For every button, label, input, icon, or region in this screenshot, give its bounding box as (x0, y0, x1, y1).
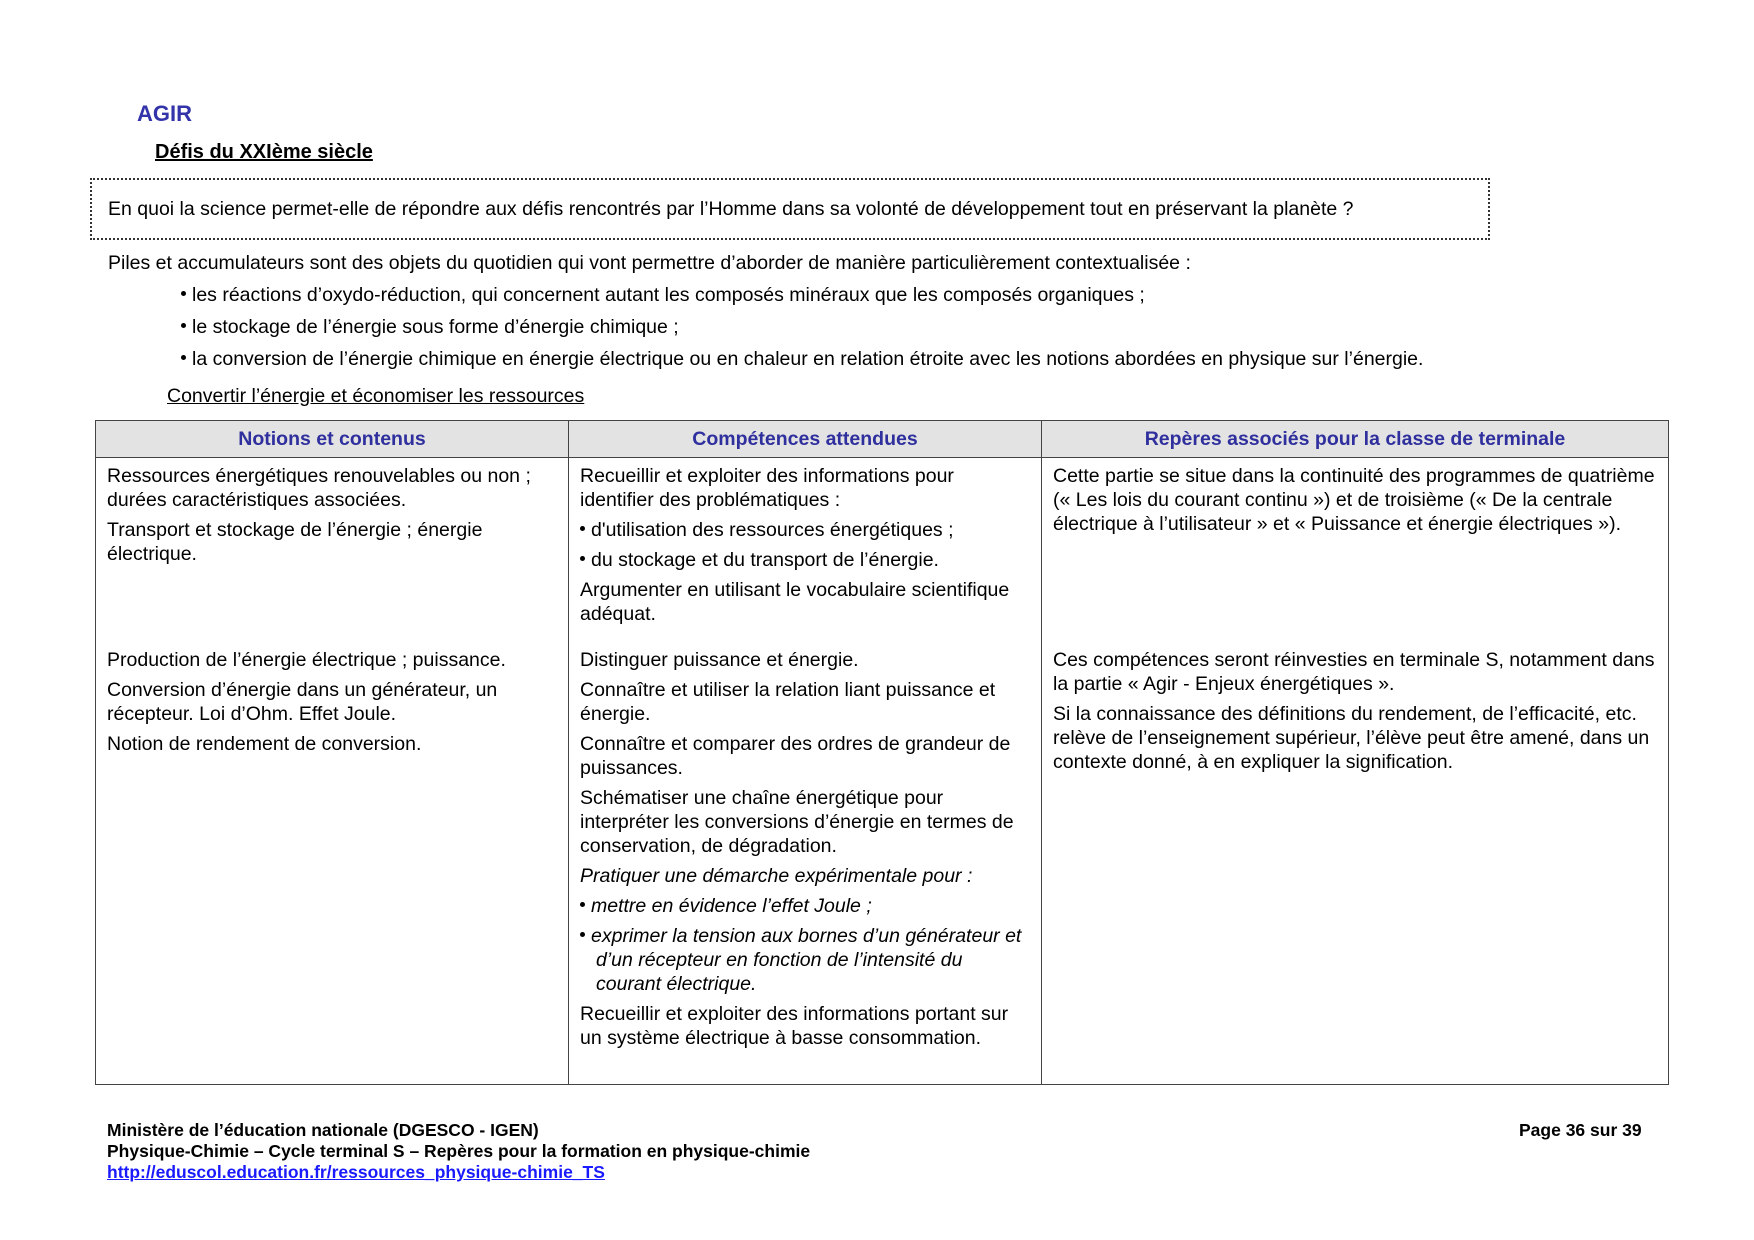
bullet-text: la conversion de l’énergie chimique en énergie électrique ou en chaleur en relation étroite avec les notions abordées en physique sur l’énergie. (192, 348, 1424, 370)
section-title: AGIR (137, 101, 192, 126)
cell-paragraph: Schématiser une chaîne énergétique pour interpréter les conversions d’énergie en termes de conservation, de dégradation. (580, 787, 1014, 857)
bullet-icon (580, 902, 585, 907)
bullet-text: mettre en évidence l’effet Joule ; (591, 895, 872, 917)
program-table (95, 420, 1669, 1085)
question-box (90, 178, 1490, 240)
list-item (181, 346, 1423, 378)
footer-ministry: Ministère de l’éducation nationale (DGESCO - IGEN) (107, 1120, 539, 1140)
bullet-text: les réactions d’oxydo-réduction, qui concernent autant les composés minéraux que les composés organiques ; (192, 284, 1145, 306)
list-item (181, 314, 1423, 346)
cell-paragraph: Connaître et utiliser la relation liant puissance et énergie. (580, 679, 996, 725)
cell-paragraph: Argumenter en utilisant le vocabulaire scientifique adéquat. (580, 579, 1010, 625)
cell-bullet (580, 518, 1031, 542)
bullet-text: le stockage de l’énergie sous forme d’énergie chimique ; (192, 316, 679, 338)
bullet-icon (181, 323, 186, 328)
cell-paragraph: Recueillir et exploiter des informations pour identifier des problématiques : (580, 465, 954, 511)
cell-paragraph: Pratiquer une démarche expérimentale pour : (580, 865, 973, 887)
cell-paragraph: Production de l’énergie électrique ; puissance. (107, 649, 506, 671)
reperes-cell (1042, 458, 1669, 643)
header-competences: Compétences attendues (569, 421, 1042, 458)
subsection-title: Défis du XXIème siècle (155, 141, 373, 163)
bullet-icon (580, 932, 585, 937)
cell-paragraph: Ressources énergétiques renouvelables ou non ; durées caractéristiques associées. (107, 465, 531, 511)
header-reperes: Repères associés pour la classe de terminale (1042, 421, 1669, 458)
notions-cell (96, 458, 569, 643)
cell-bullet (580, 894, 1031, 918)
cell-paragraph: Conversion d’énergie dans un générateur, un récepteur. Loi d’Ohm. Effet Joule. (107, 679, 498, 725)
competences-cell (569, 458, 1042, 643)
bullet-icon (181, 355, 186, 360)
cell-paragraph: Notion de rendement de conversion. (107, 733, 422, 755)
table-row (96, 642, 1669, 1085)
footer (107, 1120, 810, 1183)
cell-bullet (580, 924, 1031, 996)
cell-paragraph: Cette partie se situe dans la continuité des programmes de quatrième (« Les lois du courant continu ») et de troisième (« De la centrale électrique à l’utilisateur » et « Puissance et énergie électriques »). (1053, 465, 1655, 535)
footer-link[interactable]: http://eduscol.education.fr/ressources_physique-chimie_TS (107, 1162, 605, 1182)
question-text: En quoi la science permet-elle de répondre aux défis rencontrés par l’Homme dans sa volonté de développement tout en préservant la planète ? (108, 197, 1354, 220)
competences-cell (569, 642, 1042, 1085)
cell-paragraph: Ces compétences seront réinvesties en terminale S, notamment dans la partie « Agir - Enjeux énergétiques ». (1053, 649, 1655, 695)
bullet-text: d'utilisation des ressources énergétiques ; (591, 519, 954, 541)
cell-paragraph: Si la connaissance des définitions du rendement, de l’efficacité, etc. relève de l’enseignement supérieur, l’élève peut être amené, dans un contexte donné, à en expliquer la signification. (1053, 703, 1650, 773)
table-header-row (96, 421, 1669, 458)
notions-cell (96, 642, 569, 1085)
intro-paragraph: Piles et accumulateurs sont des objets du quotidien qui vont permettre d’aborder de manière particulièrement contextualisée : (108, 252, 1191, 274)
cell-paragraph: Recueillir et exploiter des informations portant sur un système électrique à basse consommation. (580, 1003, 1009, 1049)
header-notions: Notions et contenus (96, 421, 569, 458)
topic-heading: Convertir l’énergie et économiser les ressources (167, 385, 585, 407)
intro-bullet-list (181, 282, 1423, 378)
cell-bullet (580, 548, 1031, 572)
table-row (96, 458, 1669, 643)
bullet-icon (580, 526, 585, 531)
reperes-cell (1042, 642, 1669, 1085)
list-item (181, 282, 1423, 314)
bullet-icon (181, 291, 186, 296)
bullet-icon (580, 556, 585, 561)
cell-paragraph: Transport et stockage de l’énergie ; énergie électrique. (107, 519, 483, 565)
cell-paragraph: Connaître et comparer des ordres de grandeur de puissances. (580, 733, 1011, 779)
page-number: Page 36 sur 39 (1519, 1120, 1642, 1140)
cell-paragraph: Distinguer puissance et énergie. (580, 649, 859, 671)
bullet-text: exprimer la tension aux bornes d’un générateur et d’un récepteur en fonction de l’intensité du courant électrique. (591, 925, 1022, 995)
footer-document-title: Physique-Chimie – Cycle terminal S – Repères pour la formation en physique-chimie (107, 1141, 811, 1161)
bullet-text: du stockage et du transport de l’énergie. (591, 549, 939, 571)
